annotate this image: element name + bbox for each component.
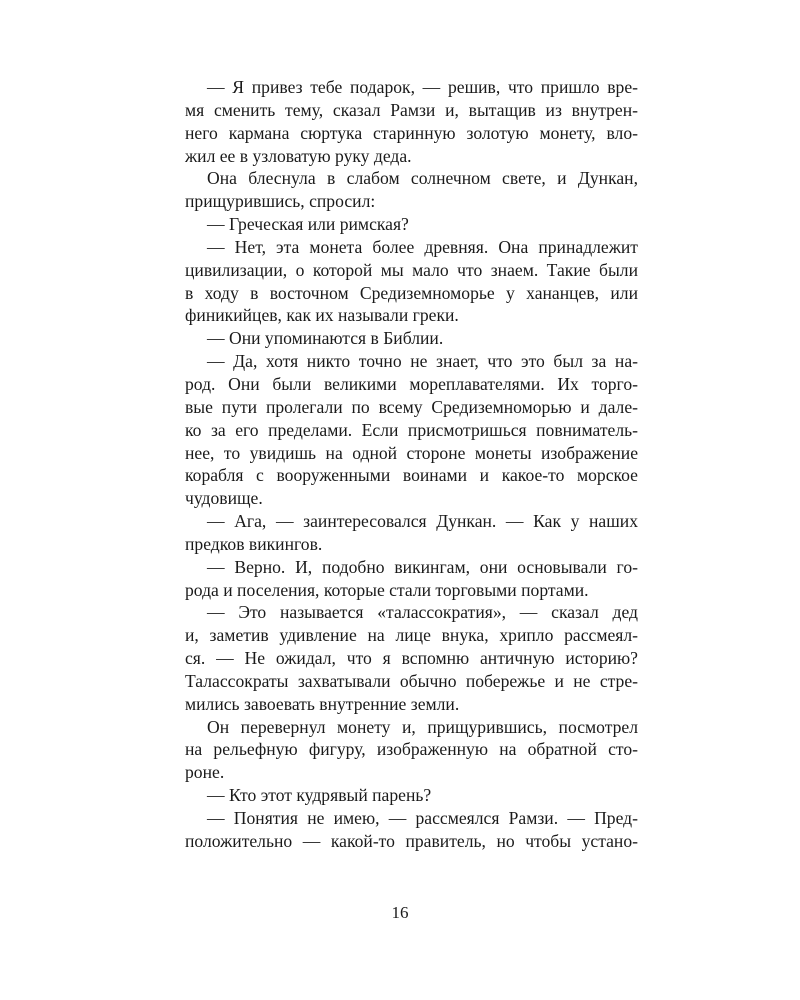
text-line: ко за его пределами. Если присмотришься повниматель- <box>185 419 638 440</box>
text-line: рода и поселения, которые стали торговыми портами. <box>185 579 589 600</box>
text-line: на рельефную фигуру, изображенную на обратной сто- <box>185 739 638 760</box>
text-line: роне. <box>185 762 225 783</box>
text-line: — Да, хотя никто точно не знает, что это был за на- <box>207 351 638 372</box>
text-line: — Кто этот кудрявый парень? <box>207 785 432 806</box>
text-line: Она блеснула в слабом солнечном свете, и Дункан, <box>207 168 638 189</box>
text-line: предков викингов. <box>185 533 323 554</box>
text-line: ся. — Не ожидал, что я вспомню античную историю? <box>185 648 638 669</box>
text-line: в ходу в восточном Средиземноморье у хананцев, или <box>185 282 638 303</box>
text-line: нее, то увидишь на одной стороне монеты изображение <box>185 442 638 463</box>
text-line: него кармана сюртука старинную золотую монету, вло- <box>185 122 638 143</box>
text-line: Он перевернул монету и, прищурившись, посмотрел <box>207 716 638 737</box>
text-line: прищурившись, спросил: <box>185 191 376 212</box>
text-line: Талассократы захватывали обычно побережье и не стре- <box>185 670 638 691</box>
text-line: — Я привез тебе подарок, — решив, что пришло вре- <box>207 77 638 97</box>
text-line: — Нет, эта монета более древняя. Она принадлежит <box>207 236 638 257</box>
text-line: корабля с вооруженными воинами и какое-то морское <box>185 465 638 486</box>
text-line: чудовище. <box>185 488 263 509</box>
text-line: жил ее в узловатую руку деда. <box>185 145 412 166</box>
text-line: — Они упоминаются в Библии. <box>207 328 444 349</box>
text-line: — Греческая или римская? <box>207 214 409 235</box>
text-line: род. Они были великими мореплавателями. Их торго- <box>185 373 638 394</box>
text-line: — Это называется «талассократия», — сказал дед <box>207 602 638 623</box>
text-line: мя сменить тему, сказал Рамзи и, вытащив из внутрен- <box>185 99 638 120</box>
text-line: вые пути пролегали по всему Средиземноморью и дале- <box>185 396 638 417</box>
text-line: финикийцев, как их называли греки. <box>185 305 459 326</box>
text-line: и, заметив удивление на лице внука, хрипло рассмеял- <box>185 625 638 646</box>
text-line: цивилизации, о которой мы мало что знаем. Такие были <box>185 259 638 280</box>
text-line: — Ага, — заинтересовался Дункан. — Как у наших <box>207 511 638 532</box>
text-line: мились завоевать внутренние земли. <box>185 693 460 714</box>
text-line: — Понятия не имею, — рассмеялся Рамзи. — Пред- <box>207 808 638 828</box>
page-number: 16 <box>391 903 409 922</box>
text-line: положительно — какой-то правитель, но чтобы устано- <box>185 830 638 851</box>
text-line: — Верно. И, подобно викингам, они основывали го- <box>207 556 638 577</box>
book-page-text <box>185 76 638 853</box>
